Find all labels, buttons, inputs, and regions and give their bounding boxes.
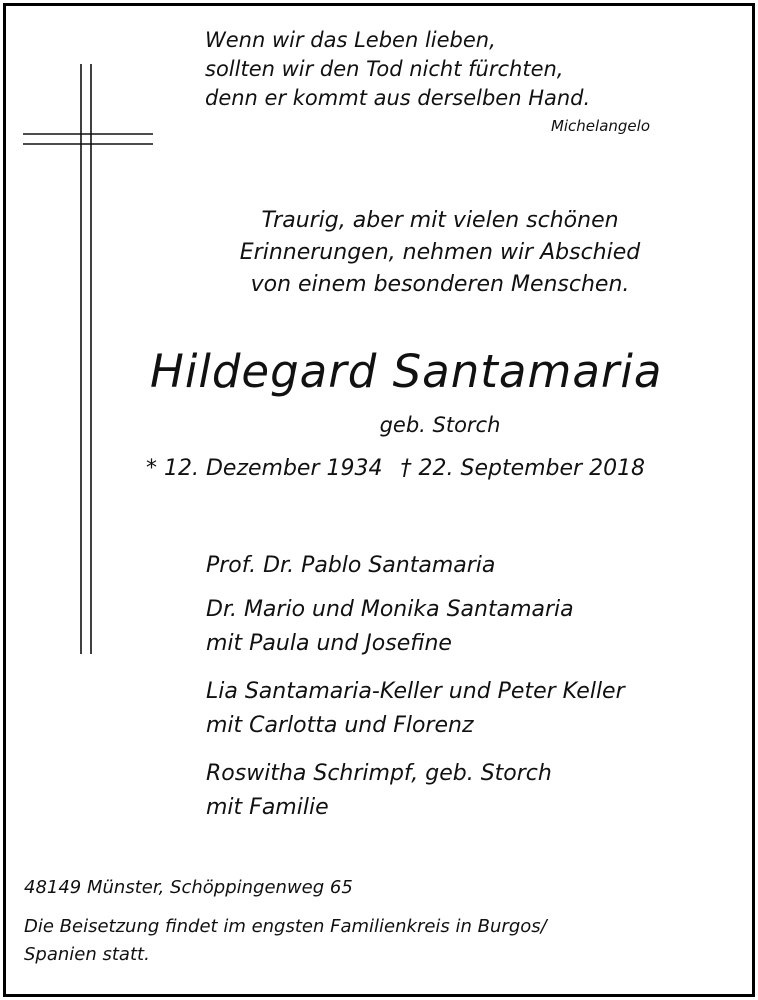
burial-line: Spanien statt. xyxy=(24,944,150,965)
life-dates xyxy=(146,456,645,481)
intro-line: Traurig, aber mit vielen schönen xyxy=(261,208,619,233)
mourner-group xyxy=(206,593,625,661)
mourners-list xyxy=(206,549,625,839)
intro-line: von einem besonderen Menschen. xyxy=(250,272,630,297)
maiden-name: geb. Storch xyxy=(379,413,501,437)
mourner-group xyxy=(206,675,625,743)
quote-line: Wenn wir das Leben lieben, xyxy=(205,28,496,52)
mourner-group xyxy=(206,549,625,583)
quote xyxy=(205,26,590,113)
mourner-line: Roswitha Schrimpf, geb. Storch xyxy=(206,761,552,786)
burial-line: Die Beisetzung findet im engsten Familienkreis in Burgos/ xyxy=(24,916,547,937)
mourner-line: mit Familie xyxy=(206,795,329,820)
intro-line: Erinnerungen, nehmen wir Abschied xyxy=(239,240,641,265)
cross-icon xyxy=(20,64,160,664)
deceased-name: Hildegard Santamaria xyxy=(150,345,663,398)
mourner-line: Lia Santamaria-Keller und Peter Keller xyxy=(206,679,625,704)
quote-author: Michelangelo xyxy=(550,117,650,135)
address: 48149 Münster, Schöppingenweg 65 xyxy=(24,877,353,898)
mourner-line: mit Paula und Josefine xyxy=(206,631,452,656)
mourner-line: Prof. Dr. Pablo Santamaria xyxy=(206,553,496,578)
mourner-line: Dr. Mario und Monika Santamaria xyxy=(206,597,574,622)
mourner-line: mit Carlotta und Florenz xyxy=(206,713,474,738)
death-date: † 22. September 2018 xyxy=(400,456,646,481)
burial-notice xyxy=(24,913,547,969)
quote-line: denn er kommt aus derselben Hand. xyxy=(205,86,591,110)
quote-line: sollten wir den Tod nicht fürchten, xyxy=(205,57,564,81)
birth-date: * 12. Dezember 1934 xyxy=(146,456,383,481)
intro-text xyxy=(0,205,758,301)
mourner-group xyxy=(206,757,625,825)
